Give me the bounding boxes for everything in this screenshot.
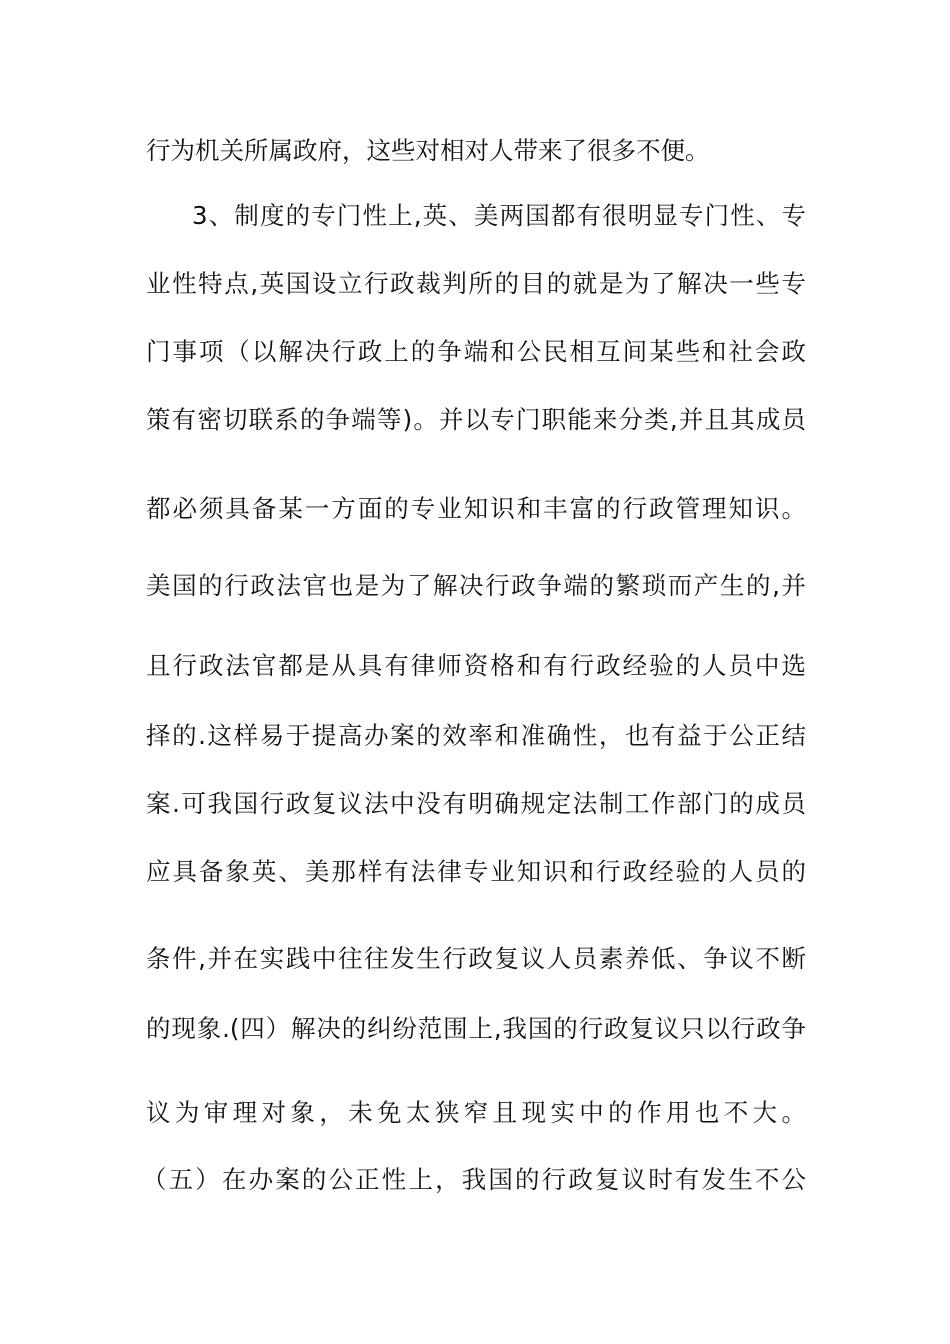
text-line: 应具备象英、美那样有法律专业知识和行政经验的人员的	[146, 857, 806, 886]
text-line: 的现象.(四）解决的纠纷范围上,我国的行政复议只以行政争	[146, 1014, 806, 1043]
text-line: 美国的行政法官也是为了解决行政争端的繁琐而产生的,并	[146, 571, 806, 600]
text-line: 门事项（以解决行政上的争端和公民相互间某些和社会政	[146, 337, 806, 366]
text-line: 择的.这样易于提高办案的效率和准确性，也有益于公正结	[146, 721, 806, 750]
text-line: 业性特点,英国设立行政裁判所的目的就是为了解决一些专	[146, 269, 806, 298]
text-line: 都必须具备某一方面的专业知识和丰富的行政管理知识。	[146, 494, 806, 523]
text-line: 案.可我国行政复议法中没有明确规定法制工作部门的成员	[146, 789, 806, 818]
text-line: 议为审理对象，未免太狭窄且现实中的作用也不大。	[146, 1098, 806, 1127]
text-line: 策有密切联系的争端等)。并以专门职能来分类,并且其成员	[146, 405, 806, 434]
text-line: （五）在办案的公正性上，我国的行政复议时有发生不公	[142, 1165, 806, 1194]
text-line: 且行政法官都是从具有律师资格和有行政经验的人员中选	[146, 651, 806, 680]
text-line: 3、制度的专门性上,英、美两国都有很明显专门性、专	[192, 201, 806, 230]
text-line: 条件,并在实践中往往发生行政复议人员素养低、争议不断	[146, 944, 806, 973]
text-line: 行为机关所属政府，这些对相对人带来了很多不便。	[146, 136, 710, 165]
